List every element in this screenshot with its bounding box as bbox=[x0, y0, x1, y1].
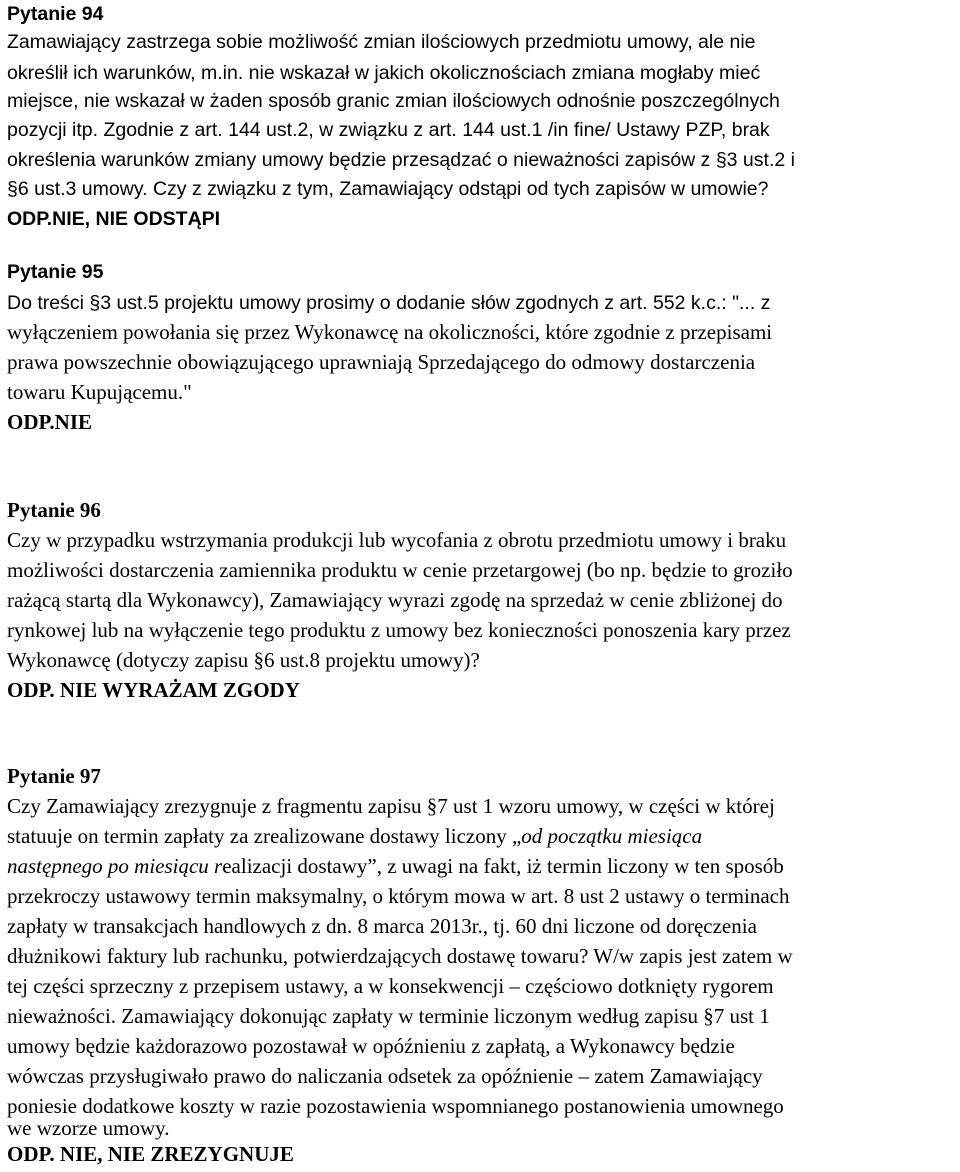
question-94-text-line: określił ich warunków, m.in. nie wskazał w jakich okolicznościach zmiana mogłaby mieć bbox=[7, 62, 761, 84]
question-97-text-line: dłużnikowi faktury lub rachunku, potwierdzających dostawę towaru? W/w zapis jest zatem w bbox=[7, 944, 793, 968]
question-96-answer: ODP. NIE WYRAŻAM ZGODY bbox=[7, 678, 300, 702]
question-94-text-line: określenia warunków zmiany umowy będzie przesądzać o nieważności zapisów z §3 ust.2 i bbox=[7, 149, 795, 171]
question-95-text-line: Do treści §3 ust.5 projektu umowy prosimy o dodanie słów zgodnych z art. 552 k.c.: "... z bbox=[7, 292, 771, 314]
question-97-italic-quote: następnego po miesiącu r bbox=[7, 854, 223, 878]
question-96-text-line: możliwości dostarczenia zamiennika produktu w cenie przetargowej (bo np. będzie to groziło bbox=[7, 558, 793, 582]
question-97-text-line bbox=[7, 852, 784, 880]
question-96-text-line: rynkowej lub na wyłączenie tego produktu z umowy bez konieczności ponoszenia kary przez bbox=[7, 618, 791, 642]
question-97-text-line: Czy Zamawiający zrezygnuje z fragmentu zapisu §7 ust 1 wzoru umowy, w części w której bbox=[7, 794, 775, 818]
question-96-text-line: Wykonawcę (dotyczy zapisu §6 ust.8 projektu umowy)? bbox=[7, 648, 480, 672]
question-96-text-line: Czy w przypadku wstrzymania produkcji lub wycofania z obrotu przedmiotu umowy i braku bbox=[7, 528, 787, 552]
question-94-text-line: Zamawiający zastrzega sobie możliwość zmian ilościowych przedmiotu umowy, ale nie bbox=[7, 31, 756, 53]
question-97-text-line: zapłaty w transakcjach handlowych z dn. 8 marca 2013r., tj. 60 dni liczone od doręczenia bbox=[7, 914, 757, 938]
question-94-title: Pytanie 94 bbox=[7, 3, 104, 25]
question-95-text-line: wyłączeniem powołania się przez Wykonawcę na okoliczności, które zgodnie z przepisami bbox=[7, 320, 773, 344]
question-95-text-line: towaru Kupującemu." bbox=[7, 380, 192, 404]
question-94-text-line: §6 ust.3 umowy. Czy z związku z tym, Zamawiający odstąpi od tych zapisów w umowie? bbox=[7, 178, 769, 200]
question-97-text-line: tej części sprzeczny z przepisem ustawy, a w konsekwencji – częściowo dotknięty rygorem bbox=[7, 974, 774, 998]
question-97-text-segment: ealizacji dostawy”, z uwagi na fakt, iż termin liczony w ten sposób bbox=[222, 854, 784, 878]
question-97-text-segment: statuuje on termin zapłaty za zrealizowane dostawy liczony „ bbox=[7, 824, 522, 848]
question-97-text-line: we wzorze umowy. bbox=[7, 1116, 170, 1140]
question-97-answer: ODP. NIE, NIE ZREZYGNUJE bbox=[7, 1142, 294, 1166]
question-97-text-line: przekroczy ustawowy termin maksymalny, o którym mowa w art. 8 ust 2 ustawy o terminach bbox=[7, 884, 790, 908]
question-96-title: Pytanie 96 bbox=[7, 498, 101, 522]
question-97-text-line: nieważności. Zamawiający dokonując zapłaty w terminie liczonym według zapisu §7 ust 1 bbox=[7, 1004, 770, 1028]
question-94-text-line: miejsce, nie wskazał w żaden sposób granic zmian ilościowych odnośnie poszczególnych bbox=[7, 90, 780, 112]
question-97-title: Pytanie 97 bbox=[7, 764, 101, 788]
question-94-answer: ODP.NIE, NIE ODSTĄPI bbox=[7, 208, 221, 230]
question-95-title: Pytanie 95 bbox=[7, 261, 104, 283]
question-97-text-line: poniesie dodatkowe koszty w razie pozostawienia wspomnianego postanowienia umownego bbox=[7, 1094, 784, 1118]
question-97-text-line bbox=[7, 822, 702, 850]
question-97-text-line: umowy będzie każdorazowo pozostawał w opóźnieniu z zapłatą, a Wykonawcy będzie bbox=[7, 1034, 735, 1058]
question-97-italic-quote: od początku miesiąca bbox=[521, 824, 703, 848]
question-96-text-line: rażącą startą dla Wykonawcy), Zamawiający wyrazi zgodę na sprzedaż w cenie zbliżonej do bbox=[7, 588, 783, 612]
question-97-text-line: wówczas przysługiwało prawo do naliczania odsetek za opóźnienie – zatem Zamawiający bbox=[7, 1064, 763, 1088]
question-95-answer: ODP.NIE bbox=[7, 410, 92, 434]
question-95-text-line: prawa powszechnie obowiązującego uprawniają Sprzedającego do odmowy dostarczenia bbox=[7, 350, 756, 374]
question-94-text-line: pozycji itp. Zgodnie z art. 144 ust.2, w związku z art. 144 ust.1 /in fine/ Ustawy PZP, brak bbox=[7, 119, 770, 141]
